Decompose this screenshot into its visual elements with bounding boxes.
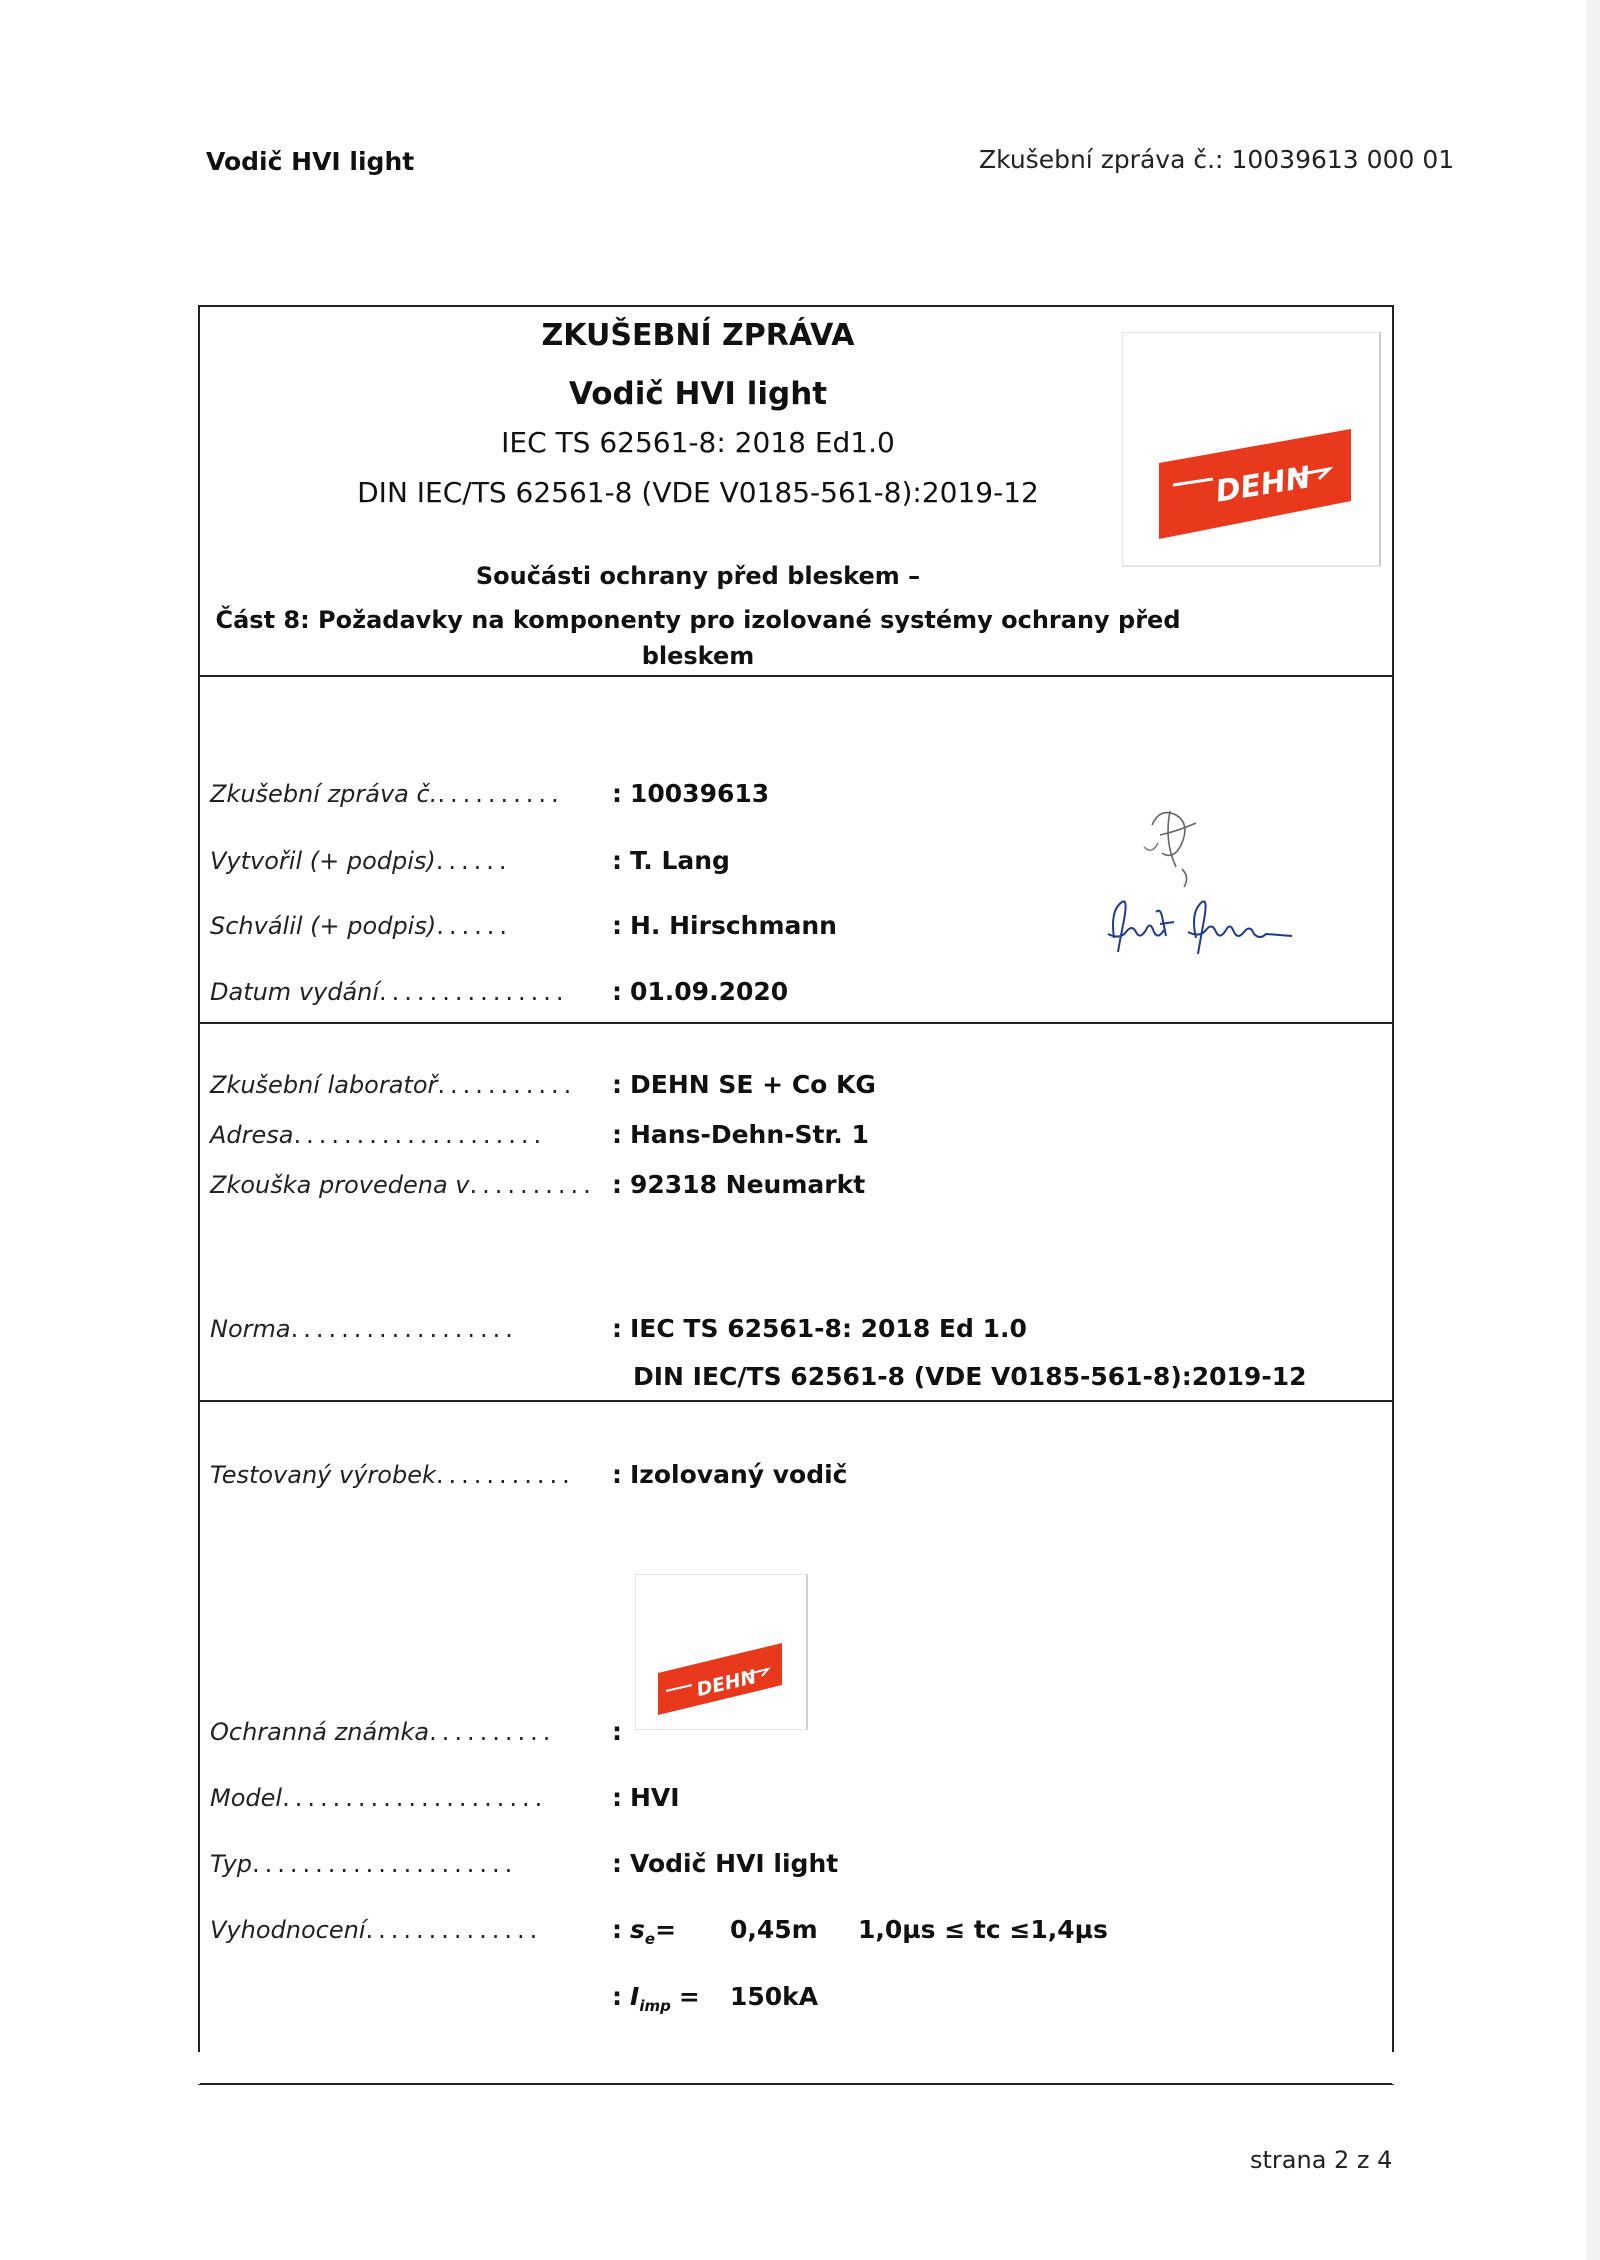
value-type: : Vodič HVI light (612, 1849, 839, 1878)
product-title: Vodič HVI light (568, 376, 828, 412)
header-product: Vodič HVI light (206, 147, 415, 176)
header-report-number: 10039613 000 01 (1231, 145, 1455, 174)
value-impulse-current: : $I_{imp}$ = 150kA (612, 1982, 819, 2015)
value-created-by: : T. Lang (612, 846, 730, 875)
value-product: : Izolovaný vodič (612, 1460, 848, 1489)
frame-top-border (198, 305, 1394, 307)
subtitle-line-2: bleskem (641, 642, 755, 670)
page-number: strana 2 z 4 (1250, 2146, 1393, 2174)
signature-h-hirschmann (1100, 890, 1300, 960)
subtitle-description (198, 602, 1198, 674)
field-type: Typ..................... (210, 1850, 518, 1878)
value-report-no: : 10039613 (612, 779, 770, 808)
field-report-no: Zkušební zpráva č........... (210, 780, 564, 808)
value-lab: : DEHN SE + Co KG (612, 1070, 876, 1099)
divider-personnel (198, 1022, 1394, 1024)
value-approved-by: : H. Hirschmann (612, 911, 837, 940)
value-standard-din: DIN IEC/TS 62561-8 (VDE V0185-561-8):2019-12 (633, 1362, 1307, 1391)
logo-frame (1122, 332, 1381, 567)
value-trademark: : (612, 1717, 622, 1746)
value-issue-date: : 01.09.2020 (612, 977, 789, 1006)
page-edge (1586, 0, 1600, 2260)
field-trademark: Ochranná známka.......... (210, 1718, 556, 1746)
document-title: ZKUŠEBNÍ ZPRÁVA (541, 318, 855, 353)
field-product: Testovaný výrobek........... (210, 1461, 575, 1489)
dehn-logo-icon (1123, 333, 1379, 565)
divider-title (198, 675, 1394, 677)
field-standard: Norma.................. (210, 1315, 518, 1343)
field-model: Model..................... (210, 1784, 548, 1812)
value-address: : Hans-Dehn-Str. 1 (612, 1120, 869, 1149)
field-address: Adresa.................... (210, 1121, 547, 1149)
field-lab: Zkušební laboratoř........... (210, 1071, 577, 1099)
value-time-range: 1,0µs ≤ tc ≤1,4µs (858, 1915, 1108, 1944)
value-standard: : IEC TS 62561-8: 2018 Ed 1.0 (612, 1314, 1027, 1343)
divider-standard (198, 1400, 1394, 1402)
field-approved-by: Schválil (+ podpis)...... (210, 912, 512, 940)
value-model: : HVI (612, 1783, 680, 1812)
subtitle-line-1: Část 8: Požadavky na komponenty pro izolované systémy ochrany před (215, 606, 1181, 634)
field-tested-at: Zkouška provedena v.......... (210, 1171, 596, 1199)
field-issue-date: Datum vydání............... (210, 978, 569, 1006)
frame-bottom-line (198, 2083, 1394, 2085)
logo-text: DEHN (1213, 460, 1314, 510)
standard-din: DIN IEC/TS 62561-8 (VDE V0185-561-8):2019-12 (357, 476, 1039, 509)
header-report-ref (979, 145, 1454, 174)
value-tested-at: : 92318 Neumarkt (612, 1170, 866, 1199)
field-evaluation: Vyhodnocení.............. (210, 1916, 543, 1944)
signature-t-lang (1130, 795, 1220, 895)
trademark-logo-frame (635, 1574, 808, 1730)
header-report-label: Zkušební zpráva č.: (979, 145, 1224, 174)
dehn-trademark-icon (636, 1575, 806, 1729)
value-separation-distance: : $s_e=$ 0,45m 1,0µs ≤ tc ≤1,4µs (612, 1915, 1108, 1948)
field-created-by: Vytvořil (+ podpis)...... (210, 847, 512, 875)
subtitle-part: Součásti ochrany před bleskem – (475, 562, 921, 590)
trademark-logo-text: DEHN (694, 1666, 759, 1702)
standard-iec: IEC TS 62561-8: 2018 Ed1.0 (501, 426, 895, 459)
frame-right-border (1392, 307, 1394, 2052)
